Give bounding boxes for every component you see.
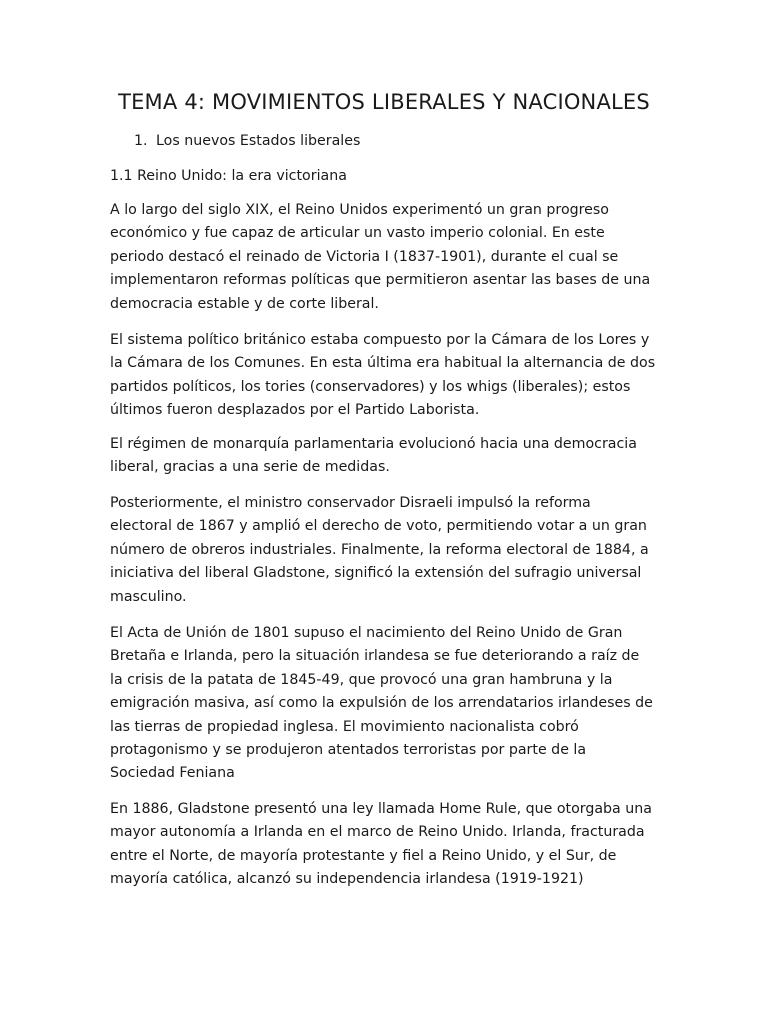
paragraph-line: El régimen de monarquía parlamentaria evolucionó hacia una democracia bbox=[110, 436, 637, 452]
paragraph-line: electoral de 1867 y amplió el derecho de voto, permitiendo votar a un gran bbox=[110, 518, 647, 535]
paragraph-line: económico y fue capaz de articular un vasto imperio colonial. En este bbox=[110, 225, 605, 242]
paragraph-line: Sociedad Feniana bbox=[110, 765, 235, 782]
paragraph-line: implementaron reformas políticas que permitieron asentar las bases de una bbox=[110, 272, 651, 289]
paragraph-line: iniciativa del liberal Gladstone, significó la extensión del sufragio universal bbox=[110, 565, 642, 582]
paragraph-line: últimos fueron desplazados por el Partido Laborista. bbox=[110, 402, 480, 419]
paragraph-line: democracia estable y de corte liberal. bbox=[110, 295, 379, 312]
paragraph-line: partidos políticos, los tories (conservadores) y los whigs (liberales); estos bbox=[110, 378, 631, 395]
paragraph-line: emigración masiva, así como la expulsión de los arrendatarios irlandeses de bbox=[110, 695, 653, 712]
paragraph-5 bbox=[110, 622, 670, 786]
paragraph-2 bbox=[110, 329, 670, 423]
list-item-number: 1. bbox=[134, 133, 148, 149]
section-subheading: 1.1 Reino Unido: la era victoriana bbox=[110, 168, 347, 184]
paragraph-line: En 1886, Gladstone presentó una ley llamada Home Rule, que otorgaba una bbox=[110, 801, 652, 817]
paragraph-line: periodo destacó el reinado de Victoria I (1837-1901), durante el cual se bbox=[110, 248, 619, 265]
paragraph-6 bbox=[110, 798, 670, 892]
paragraph-line: El Acta de Unión de 1801 supuso el nacimiento del Reino Unido de Gran bbox=[110, 625, 623, 641]
paragraph-line: El sistema político británico estaba compuesto por la Cámara de los Lores y bbox=[110, 332, 650, 348]
paragraph-4 bbox=[110, 492, 670, 609]
paragraph-line: mayor autonomía a Irlanda en el marco de Reino Unido. Irlanda, fracturada bbox=[110, 824, 645, 841]
paragraph-line: protagonismo y se produjeron atentados terroristas por parte de la bbox=[110, 742, 587, 759]
paragraph-line: la crisis de la patata de 1845-49, que provocó una gran hambruna y la bbox=[110, 671, 613, 688]
paragraph-line: mayoría católica, alcanzó su independencia irlandesa (1919-1921) bbox=[110, 871, 584, 888]
paragraph-line: Bretaña e Irlanda, pero la situación irlandesa se fue deteriorando a raíz de bbox=[110, 648, 640, 665]
paragraph-line: la Cámara de los Comunes. En esta última era habitual la alternancia de dos bbox=[110, 355, 656, 372]
paragraph-line: masculino. bbox=[110, 588, 187, 605]
paragraph-1 bbox=[110, 199, 670, 316]
paragraph-line: A lo largo del siglo XIX, el Reino Unidos experimentó un gran progreso bbox=[110, 202, 609, 218]
list-item-text: Los nuevos Estados liberales bbox=[156, 133, 361, 149]
paragraph-line: liberal, gracias a una serie de medidas. bbox=[110, 459, 390, 476]
paragraph-line: número de obreros industriales. Finalmente, la reforma electoral de 1884, a bbox=[110, 541, 649, 558]
paragraph-line: las tierras de propiedad inglesa. El movimiento nacionalista cobró bbox=[110, 718, 579, 735]
list-item-1 bbox=[134, 129, 360, 153]
paragraph-line: Posteriormente, el ministro conservador Disraeli impulsó la reforma bbox=[110, 495, 591, 511]
paragraph-3 bbox=[110, 433, 670, 480]
page-title: TEMA 4: MOVIMIENTOS LIBERALES Y NACIONALES bbox=[118, 90, 650, 114]
paragraph-line: entre el Norte, de mayoría protestante y fiel a Reino Unido, y el Sur, de bbox=[110, 847, 617, 864]
